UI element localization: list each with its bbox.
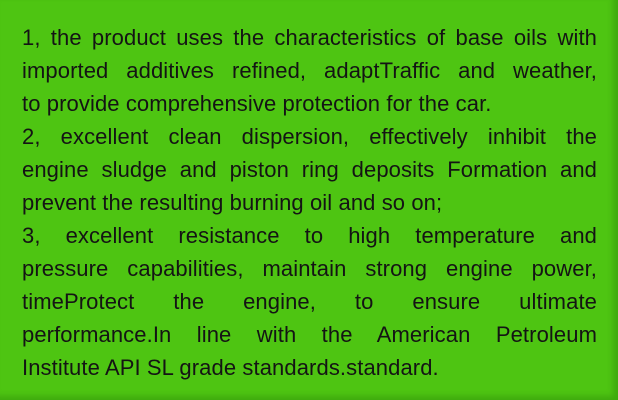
description-line: prevent the resulting burning oil and so on; [22,190,443,215]
description-line: engine sludge and piston ring deposits Formation and [22,157,597,182]
description-line: performance.In line with the American Petroleum [22,322,597,347]
description-line: 1, the product uses the characteristics of base oils with [22,25,597,50]
description-line: imported additives refined, adaptTraffic and weather, [22,58,597,83]
description-line: Institute API SL grade standards.standard. [22,355,439,380]
description-line: 3, excellent resistance to high temperature and [22,223,597,248]
description-line: 2, excellent clean dispersion, effectively inhibit the [22,124,597,149]
description-line: timeProtect the engine, to ensure ultimate [22,289,597,314]
product-description-text-block [22,21,597,384]
description-line: to provide comprehensive protection for the car. [22,91,492,116]
description-line: pressure capabilities, maintain strong engine power, [22,256,597,281]
